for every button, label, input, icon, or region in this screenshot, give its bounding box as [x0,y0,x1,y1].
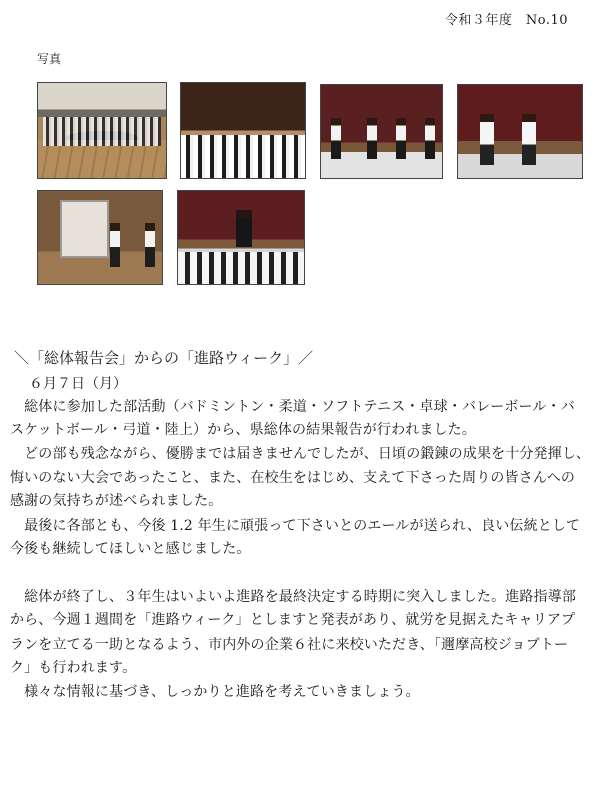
teacher-at-podium-photo [177,190,305,285]
body-line: 総体が終了し、３年生はいよいよ進路を最終決定する時期に突入しました。進路指導部 [10,589,576,605]
body-line: 悔いのない大会であったこと、また、在校生をはじめ、支えて下さった周りの皆さんへの [10,470,576,486]
body-line: から、今週１週間を「進路ウィーク」としますと発表があり、就労を見据えたキャリアプ [10,612,576,628]
photos-label: 写真 [37,52,62,66]
body-line: ク」も行われます。 [10,660,137,676]
two-speakers-photo [457,84,583,179]
article-title: ＼「総体報告会」からの「進路ウィーク」／ [14,349,314,367]
body-line: 様々な情報に基づき、しっかりと進路を考えていきましょう。 [10,684,420,700]
body-line: 感謝の気持ちが述べられました。 [10,493,223,509]
gym-assembly-photo [37,82,167,179]
issue-number: 令和３年度 No.10 [444,13,568,28]
body-line: ランを立てる一助となるよう、市内外の企業６社に来校いただき、「邇摩高校ジョブトー [10,637,569,653]
students-on-stage-photo [320,84,443,179]
body-line: スケットボール・弓道・陸上）から、県総体の結果報告が行われました。 [10,422,476,438]
stage-rows-photo [180,82,306,179]
speaker-by-door-photo [37,190,163,285]
body-line: 最後に各部とも、今後 1.2 年生に頑張って下さいとのエールが送られ、良い伝統として [10,518,581,534]
body-line: 今後も継続してほしいと感じました。 [10,541,251,557]
body-line: どの部も残念ながら、優勝までは届きませんでしたが、日頃の鍛錬の成果を十分発揮し、 [10,446,591,462]
body-line: 総体に参加した部活動（バドミントン・柔道・ソフトテニス・卓球・バレーボール・バ [10,399,575,415]
article-date: ６月７日（月） [29,376,127,392]
